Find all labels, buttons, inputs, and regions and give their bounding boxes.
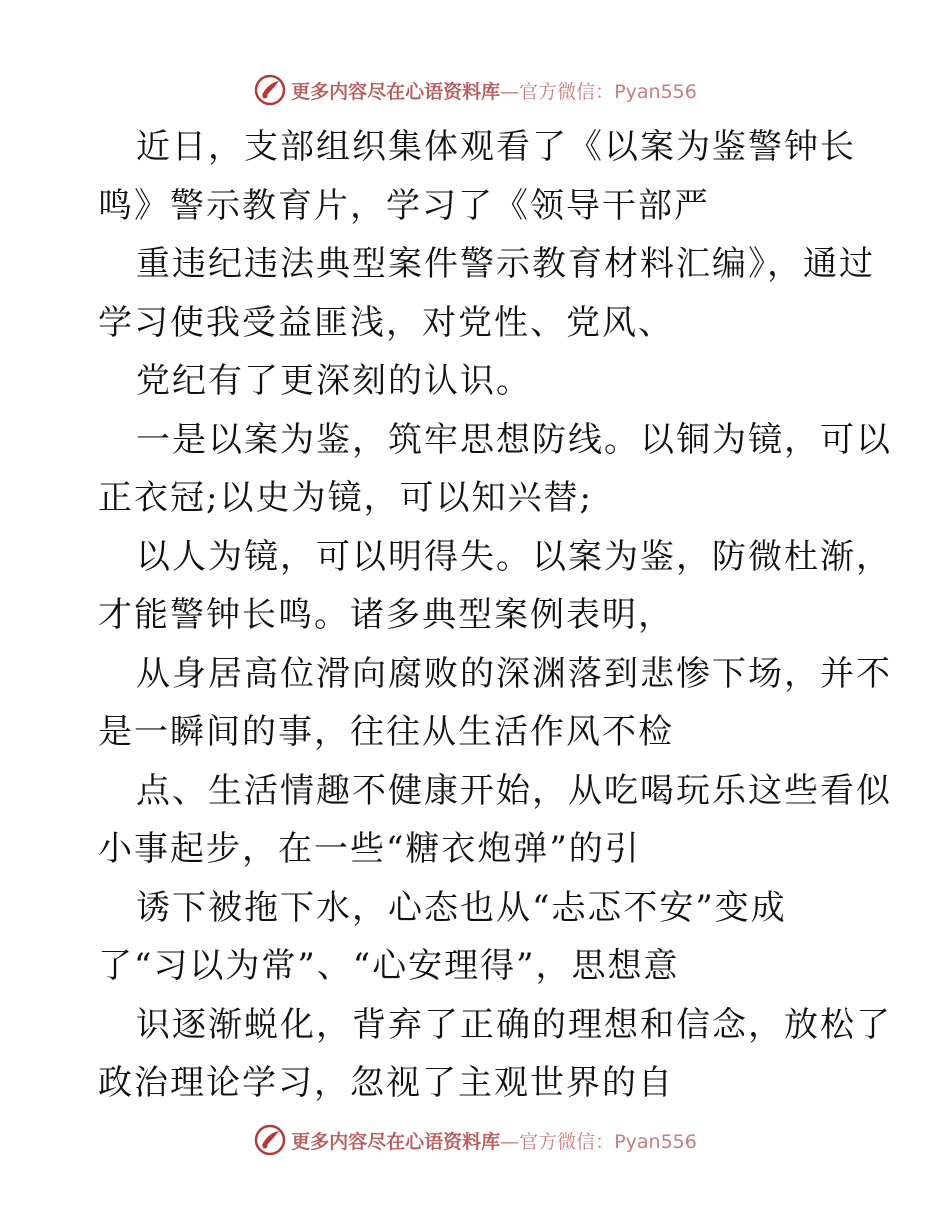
body-line: 正衣冠;以史为镜，可以知兴替;: [98, 478, 593, 518]
body-line: 学习使我受益匪浅，对党性、党风、: [98, 302, 674, 343]
body-line: 是一瞬间的事，往往从生活作风不检: [98, 712, 674, 752]
watermark-suffix: 官方微信：: [519, 80, 615, 103]
body-line: 党纪有了更深刻的认识。: [136, 361, 532, 401]
body-line: 以人为镜，可以明得失。以案为鉴，防微杜渐，: [136, 536, 892, 577]
watermark-brand: 更多内容尽在心语资料库: [291, 80, 501, 103]
watermark-id: Pyan556: [614, 80, 697, 103]
body-line: 才能警钟长鸣。诸多典型案例表明，: [98, 595, 674, 635]
body-line: 一是以案为鉴，筑牢思想防线。以铜为镜，可以: [136, 419, 892, 460]
body-line: 近日，支部组织集体观看了《以案为鉴警钟长: [136, 127, 856, 167]
document-body: [98, 118, 892, 1113]
watermark-separator: —: [500, 80, 520, 103]
body-line: 重违纪违法典型案件警示教育材料汇编》，通过: [136, 244, 875, 284]
watermark-text: [291, 77, 697, 104]
watermark-footer: [0, 1120, 950, 1160]
brand-logo-icon: [253, 73, 287, 107]
watermark-brand: 更多内容尽在心语资料库: [291, 1130, 501, 1153]
watermark-header: [0, 70, 950, 110]
body-line: 点、生活情趣不健康开始，从吃喝玩乐这些看似: [136, 770, 892, 811]
body-line: 诱下被拖下水，心态也从“忐忑不安”变成: [136, 887, 787, 928]
body-line: 政治理论学习，忽视了主观世界的自: [98, 1063, 674, 1103]
brand-logo-icon: [253, 1123, 287, 1157]
body-line: 鸣》警示教育片，学习了《领导干部严: [98, 185, 710, 226]
watermark-text: [291, 1127, 697, 1154]
watermark-separator: —: [500, 1130, 520, 1153]
watermark-id: Pyan556: [614, 1130, 697, 1153]
watermark-suffix: 官方微信：: [519, 1130, 615, 1153]
body-line: 从身居高位滑向腐败的深渊落到悲惨下场，并不: [136, 653, 892, 694]
body-line: 识逐渐蜕化，背弃了正确的理想和信念，放松了: [136, 1004, 892, 1045]
body-line: 小事起步，在一些“糖衣炮弹”的引: [98, 829, 641, 869]
body-line: 了“习以为常”、“心安理得”，思想意: [98, 946, 680, 986]
